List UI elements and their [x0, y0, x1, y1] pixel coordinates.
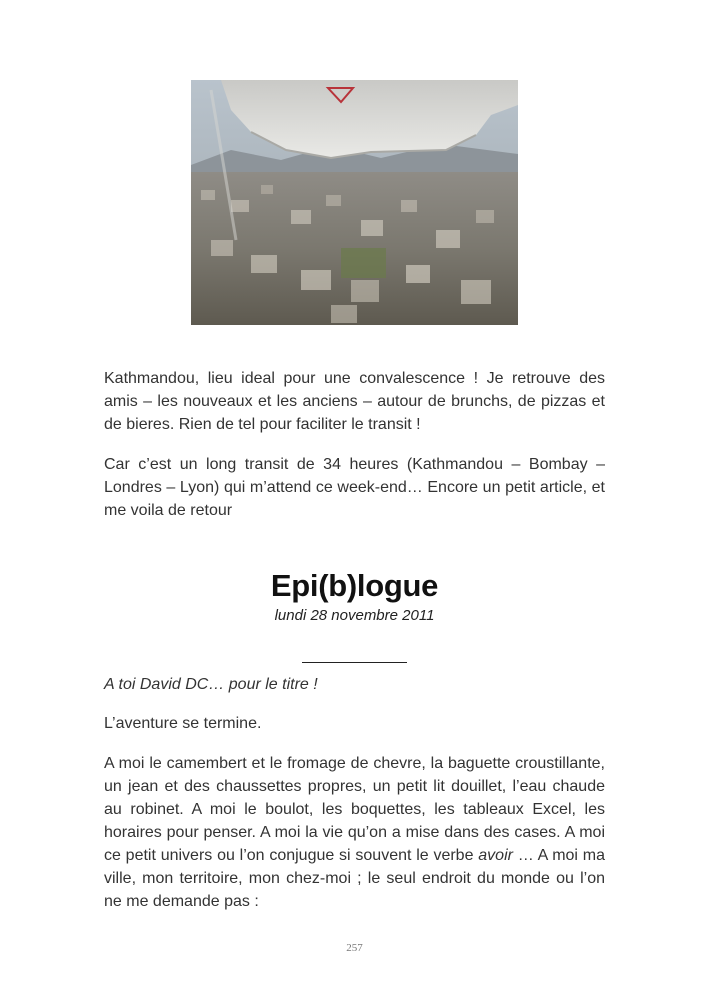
paragraph-kathmandou — [104, 367, 605, 436]
paragraph-a-moi — [104, 752, 605, 913]
paragraph-text — [104, 752, 605, 913]
paragraph-italic-word: avoir — [478, 847, 513, 864]
paragraph-segment: … A moi ma ville, mon territoire, mon chez-moi ; le seul endroit du monde ou l’on ne me demande pas : — [104, 847, 605, 910]
aerial-city-photo — [191, 80, 518, 325]
aerial-city-photo-icon — [191, 80, 518, 325]
article-date: lundi 28 novembre 2011 — [274, 607, 435, 624]
dedication: A toi David DC… pour le titre ! — [104, 676, 318, 693]
separator-rule — [302, 662, 407, 663]
paragraph-aventure: L’aventure se termine. — [104, 715, 262, 732]
paragraph-text: Car c’est un long transit de 34 heures (Kathmandou – Bombay – Londres – Lyon) qui m’attend ce week-end… Encore un petit article, et me voila de retour — [104, 456, 605, 519]
article-title: Epi(b)logue — [270, 568, 439, 603]
paragraph-segment: A moi le camembert et le fromage de chevre, la baguette croustillante, un jean et des chaussettes propres, un petit lit douillet, l’eau chaude au robinet. A moi le boulot, les boquettes, les tableaux Excel, les horaires pour penser. A moi la vie qu’on a mise dans des cases. A moi ce petit univers ou l’on conjugue si souvent le verbe — [104, 755, 605, 864]
paragraph-transit — [104, 453, 605, 522]
page-number: 257 — [346, 942, 363, 954]
paragraph-text: Kathmandou, lieu ideal pour une convalescence ! Je retrouve des amis – les nouveaux et les anciens – autour de brunchs, de pizzas et de bieres. Rien de tel pour faciliter le transit ! — [104, 370, 605, 433]
